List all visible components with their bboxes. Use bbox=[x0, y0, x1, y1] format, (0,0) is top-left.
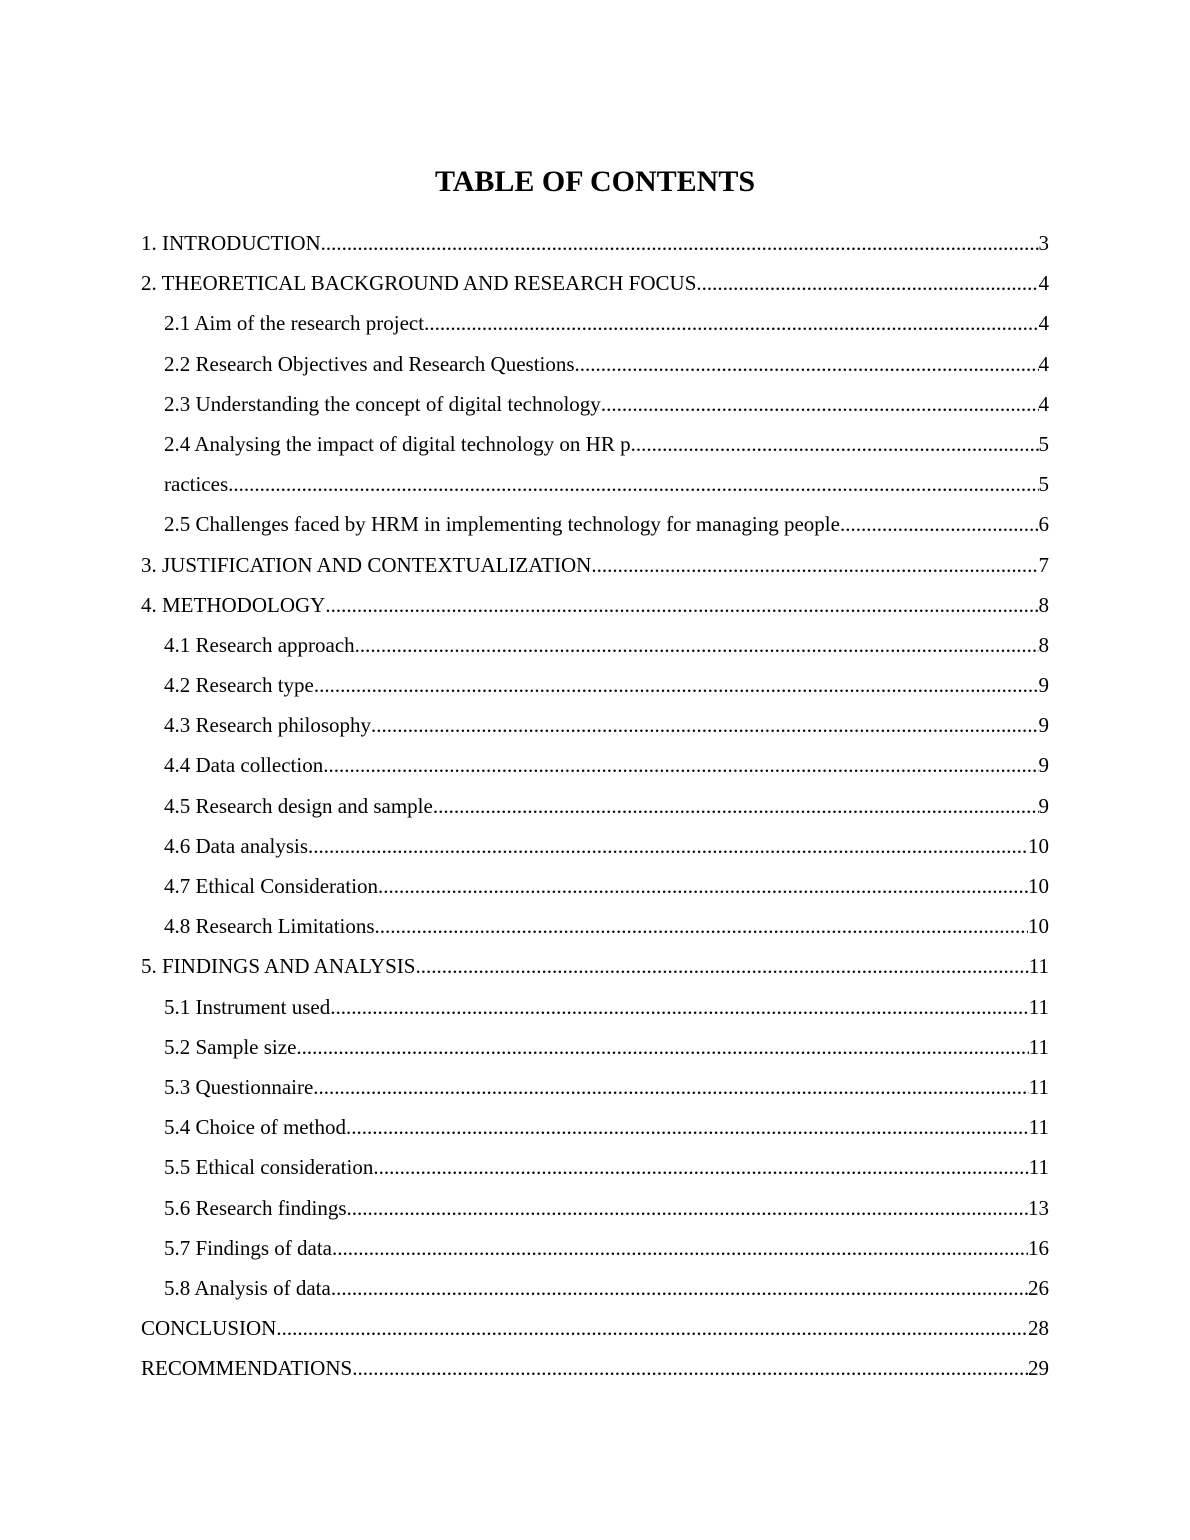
toc-entry-page-number: 4 bbox=[1038, 351, 1049, 376]
toc-entry-page-number: 11 bbox=[1028, 1074, 1049, 1099]
toc-entry-page-number: 11 bbox=[1028, 1155, 1049, 1180]
toc-entry-text: 4.3 Research philosophy bbox=[164, 713, 372, 738]
dot-leader bbox=[296, 1027, 1028, 1067]
toc-entry-text: 4.4 Data collection bbox=[164, 753, 324, 778]
toc-entry[interactable] bbox=[141, 1188, 1049, 1228]
toc-entry-page-number: 11 bbox=[1028, 954, 1049, 979]
toc-entry[interactable] bbox=[141, 1027, 1049, 1067]
toc-entry-page-number: 6 bbox=[1038, 512, 1049, 537]
toc-entry-text: 2.2 Research Objectives and Research Questions bbox=[164, 351, 575, 376]
toc-entry-text: 5.2 Sample size bbox=[164, 1034, 297, 1059]
toc-entry-text: 2.5 Challenges faced by HRM in implementing technology for managing people bbox=[164, 512, 840, 537]
toc-entry-page-number: 26 bbox=[1028, 1275, 1049, 1300]
dot-leader bbox=[375, 906, 1028, 946]
toc-entry-page-number: 28 bbox=[1028, 1316, 1049, 1341]
toc-entry[interactable] bbox=[141, 424, 1049, 464]
toc-entry-text: 4.2 Research type bbox=[164, 673, 314, 698]
toc-entry-text: 2.4 Analysing the impact of digital technology on HR p bbox=[164, 431, 631, 456]
dot-leader bbox=[313, 1067, 1028, 1107]
toc-entry-page-number: 10 bbox=[1028, 874, 1049, 898]
dot-leader bbox=[355, 625, 1039, 665]
toc-entry-page-number: 9 bbox=[1038, 673, 1049, 698]
toc-entry[interactable] bbox=[141, 1348, 1049, 1388]
dot-leader bbox=[575, 344, 1039, 384]
toc-entry-page-number: 4 bbox=[1038, 391, 1049, 416]
dot-leader bbox=[631, 424, 1039, 464]
toc-entry-page-number: 4 bbox=[1038, 271, 1049, 296]
dot-leader bbox=[276, 1308, 1028, 1348]
toc-entry[interactable] bbox=[141, 946, 1049, 986]
dot-leader bbox=[228, 464, 1038, 504]
toc-entry-text: 5.4 Choice of method bbox=[164, 1115, 346, 1140]
toc-entry-page-number: 4 bbox=[1038, 311, 1049, 336]
toc-entry[interactable] bbox=[141, 263, 1049, 303]
page-title: TABLE OF CONTENTS bbox=[434, 165, 756, 198]
toc-list bbox=[141, 223, 1049, 1388]
dot-leader bbox=[323, 745, 1038, 785]
toc-entry[interactable] bbox=[141, 1268, 1049, 1308]
toc-entry-page-number: 7 bbox=[1038, 552, 1049, 577]
toc-entry-text: 4.1 Research approach bbox=[164, 632, 355, 657]
dot-leader bbox=[308, 826, 1028, 866]
toc-entry[interactable] bbox=[141, 1067, 1049, 1107]
toc-entry[interactable] bbox=[141, 1228, 1049, 1268]
toc-entry-text: 5.3 Questionnaire bbox=[164, 1074, 314, 1099]
toc-entry-page-number: 13 bbox=[1028, 1195, 1049, 1220]
dot-leader bbox=[325, 585, 1038, 625]
toc-entry[interactable] bbox=[141, 464, 1049, 504]
dot-leader bbox=[591, 545, 1038, 585]
toc-entry[interactable] bbox=[141, 1107, 1049, 1147]
toc-entry[interactable] bbox=[141, 786, 1049, 826]
toc-entry-text: 4. METHODOLOGY bbox=[141, 592, 326, 617]
dot-leader bbox=[415, 946, 1028, 986]
toc-entry-text: 5.7 Findings of data bbox=[164, 1235, 332, 1260]
toc-entry-text: RECOMMENDATIONS bbox=[141, 1356, 353, 1381]
dot-leader bbox=[601, 384, 1039, 424]
toc-entry[interactable] bbox=[141, 866, 1049, 906]
dot-leader bbox=[378, 866, 1028, 906]
toc-entry[interactable] bbox=[141, 504, 1049, 544]
toc-entry-page-number: 11 bbox=[1028, 1034, 1049, 1059]
toc-entry[interactable] bbox=[141, 705, 1049, 745]
toc-entry-page-number: 29 bbox=[1028, 1356, 1049, 1381]
toc-entry-page-number: 8 bbox=[1038, 592, 1049, 617]
toc-entry[interactable] bbox=[141, 665, 1049, 705]
toc-entry[interactable] bbox=[141, 344, 1049, 384]
dot-leader bbox=[346, 1107, 1029, 1147]
dot-leader bbox=[696, 263, 1038, 303]
toc-entry-page-number: 10 bbox=[1028, 914, 1049, 939]
toc-entry-page-number: 5 bbox=[1038, 431, 1049, 456]
toc-entry[interactable] bbox=[141, 545, 1049, 585]
toc-entry-page-number: 3 bbox=[1038, 231, 1049, 255]
toc-entry-text: 5.5 Ethical consideration bbox=[164, 1155, 374, 1180]
toc-entry-page-number: 11 bbox=[1028, 994, 1049, 1019]
dot-leader bbox=[332, 1228, 1028, 1268]
toc-entry[interactable] bbox=[141, 826, 1049, 866]
dot-leader bbox=[433, 786, 1039, 826]
dot-leader bbox=[321, 223, 1039, 263]
toc-entry-page-number: 9 bbox=[1038, 793, 1049, 818]
toc-entry-text: 5.1 Instrument used bbox=[164, 994, 331, 1019]
toc-entry[interactable] bbox=[141, 303, 1049, 343]
toc-entry-text: 2.1 Aim of the research project bbox=[164, 311, 425, 336]
toc-entry-text: 4.8 Research Limitations bbox=[164, 914, 375, 939]
toc-entry-page-number: 10 bbox=[1028, 833, 1049, 858]
toc-entry-page-number: 9 bbox=[1038, 753, 1049, 778]
toc-entry-text: 4.6 Data analysis bbox=[164, 833, 309, 858]
toc-entry-text: 5.8 Analysis of data bbox=[164, 1275, 331, 1300]
dot-leader bbox=[347, 1188, 1028, 1228]
toc-entry-page-number: 9 bbox=[1038, 713, 1049, 738]
toc-entry-text: 5. FINDINGS AND ANALYSIS bbox=[141, 954, 416, 979]
dot-leader bbox=[331, 1268, 1028, 1308]
toc-entry[interactable] bbox=[141, 1308, 1049, 1348]
toc-entry[interactable] bbox=[141, 625, 1049, 665]
toc-entry-page-number: 11 bbox=[1028, 1115, 1049, 1140]
toc-entry-page-number: 8 bbox=[1038, 632, 1049, 657]
toc-entry[interactable] bbox=[141, 1147, 1049, 1187]
toc-entry-text: 2. THEORETICAL BACKGROUND AND RESEARCH FOCUS bbox=[141, 271, 697, 296]
toc-entry[interactable] bbox=[141, 906, 1049, 946]
toc-entry-text: 4.5 Research design and sample bbox=[164, 793, 433, 818]
toc-entry-text: 4.7 Ethical Consideration bbox=[164, 874, 379, 898]
toc-entry-page-number: 16 bbox=[1028, 1235, 1049, 1260]
toc-entry[interactable] bbox=[141, 223, 1049, 263]
dot-leader bbox=[371, 705, 1038, 745]
toc-entry-text: 3. JUSTIFICATION AND CONTEXTUALIZATION bbox=[141, 552, 592, 577]
toc-entry[interactable] bbox=[141, 987, 1049, 1027]
toc-entry-text: 1. INTRODUCTION bbox=[141, 231, 321, 255]
toc-entry-text: 2.3 Understanding the concept of digital technology bbox=[164, 391, 601, 416]
dot-leader bbox=[352, 1348, 1028, 1388]
toc-entry-text: CONCLUSION bbox=[141, 1316, 277, 1341]
dot-leader bbox=[840, 504, 1039, 544]
toc-entry[interactable] bbox=[141, 585, 1049, 625]
dot-leader bbox=[330, 987, 1029, 1027]
toc-entry-text: ractices bbox=[164, 472, 229, 497]
toc-entry-text: 5.6 Research findings bbox=[164, 1195, 347, 1220]
dot-leader bbox=[314, 665, 1039, 705]
toc-entry[interactable] bbox=[141, 384, 1049, 424]
toc-entry[interactable] bbox=[141, 745, 1049, 785]
dot-leader bbox=[424, 303, 1038, 343]
dot-leader bbox=[373, 1147, 1028, 1187]
toc-entry-page-number: 5 bbox=[1038, 472, 1049, 497]
